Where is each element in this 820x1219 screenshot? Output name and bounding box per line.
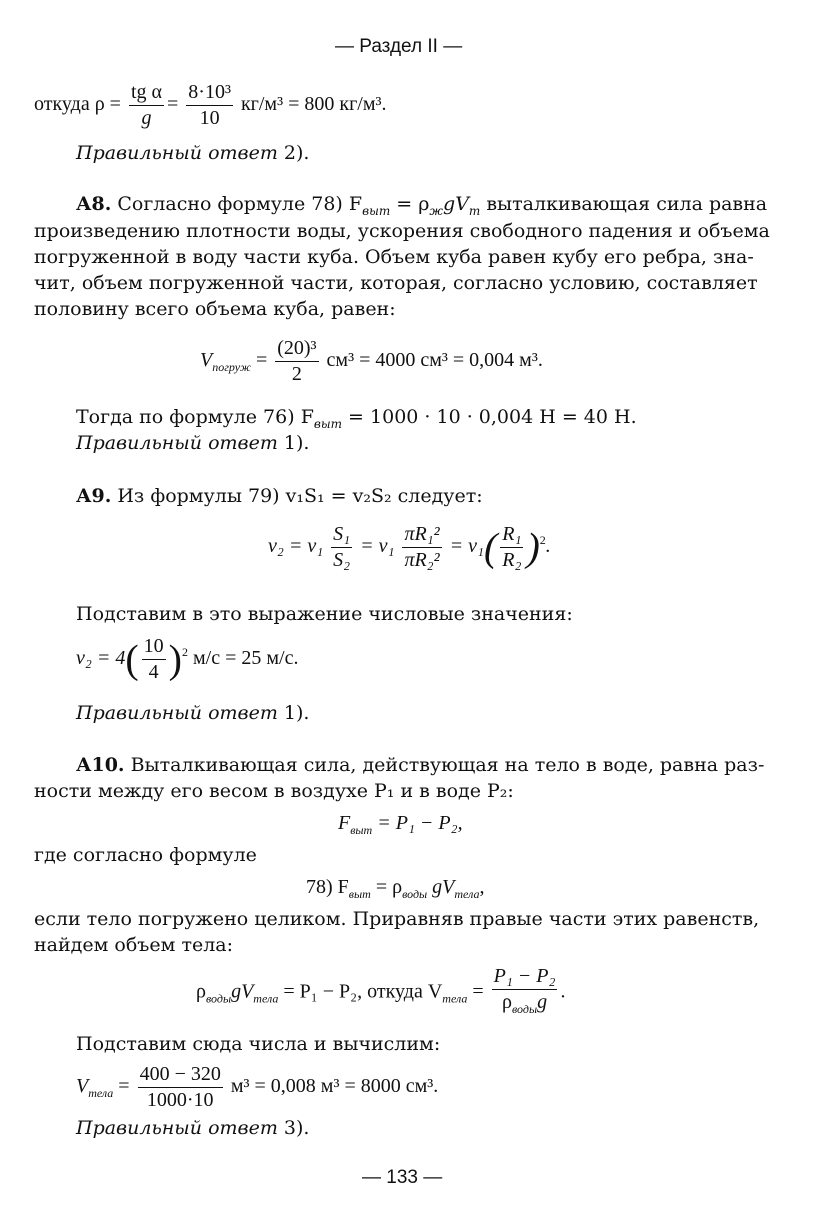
a10-where-line: где согласно формуле: [34, 844, 257, 866]
top-frac-2: $\frac{\text{8·10³}}{10}$: [188, 81, 231, 129]
a8-then-line: Тогда по формуле 76) $F_{выт} = 1000 \cdot 10 \cdot 0,004$ Н = 40 Н.: [76, 406, 637, 431]
a9-calc: v₂ = 4( $\frac{10}{4}$ )$^2$ м/с = 25 м/с.: [76, 635, 299, 683]
a10-line-2: ности между его весом в воздухе P₁ и в воде P₂:: [34, 780, 514, 802]
running-header: — Раздел II —: [335, 36, 463, 57]
a8-label: А8.: [76, 193, 112, 215]
a9-subst-line: Подставим в это выражение числовые значения:: [76, 603, 573, 625]
top-formula: откуда ρ = $\frac{\text{tg α}}{g}$ = $\frac{\text{8·10³}}{10}$ кг/м³ = 800 кг/м³.: [34, 81, 387, 129]
top-answer: Правильный ответ 2).: [76, 142, 310, 164]
top-frac-1: $\frac{\text{tg α}}{g}$: [130, 81, 163, 129]
a10-eq-2: 78) $F_{выт} = \rho_{воды}$ $gV_{тела}$,: [306, 876, 485, 901]
a10-eq-1: $F_{выт} = P_1 - P_2$,: [338, 812, 463, 837]
a10-line-3: если тело погружено целиком. Приравняв правые части этих равенств,: [34, 908, 760, 930]
a8-line-4: чит, объем погруженной части, которая, согласно условию, составляет: [34, 272, 758, 294]
a10-subst-line: Подставим сюда числа и вычислим:: [76, 1033, 441, 1055]
a8-line-5: половину всего объема куба, равен:: [34, 298, 396, 320]
a8-formula: $V_{погруж}$ = $\frac{\text{(20)³}}{2}$ см³ = 4000 см³ = 0,004 м³.: [200, 337, 543, 385]
a10-eq-3: $\rho_{воды}gV_{тела} = P_1 - P_2$, откуда $V_{тела}$ = $\frac{\text{P₁ − P₂}}{\rho_{воды}g}$ .: [196, 965, 566, 1016]
page-number: — 133 —: [362, 1167, 443, 1188]
a9-answer: Правильный ответ 1).: [76, 702, 310, 724]
a10-line-4: найдем объем тела:: [34, 934, 233, 956]
a8-answer: Правильный ответ 1).: [76, 432, 310, 454]
a10-calc: $V_{тела}$ = $\frac{400 - 320}{1000\cdot 10}$ м³ = 0,008 м³ = 8000 см³.: [76, 1063, 439, 1111]
a8-line-2: произведению плотности воды, ускорения свободного падения и объема: [34, 220, 770, 242]
a10-answer: Правильный ответ 3).: [76, 1117, 310, 1139]
a10-line-1: А10. Выталкивающая сила, действующая на тело в воде, равна раз-: [76, 754, 765, 776]
a8-line-3: погруженной в воду части куба. Объем куба равен кубу его ребра, зна-: [34, 246, 754, 268]
top-prefix: откуда ρ =: [34, 93, 121, 116]
a9-line-1: А9. Из формулы 79) v₁S₁ = v₂S₂ следует:: [76, 485, 483, 507]
a9-formula: v₂ = v₁ $\frac{\text{S₁}}{\text{S₂}}$ = v₁ $\frac{\text{πR₁²}}{\text{πR₂²}}$ = v₁( $\frac{\text{R₁}}{\text{R₂}}$ )$^2$.: [268, 523, 551, 571]
a10-label: А10.: [76, 754, 125, 776]
a9-label: А9.: [76, 485, 112, 507]
top-tail: кг/м³ = 800 кг/м³.: [240, 93, 387, 116]
a8-line-1: А8. Согласно формуле 78) $F_{выт} = \rho_жgV_т$ выталкивающая сила равна: [76, 193, 768, 218]
